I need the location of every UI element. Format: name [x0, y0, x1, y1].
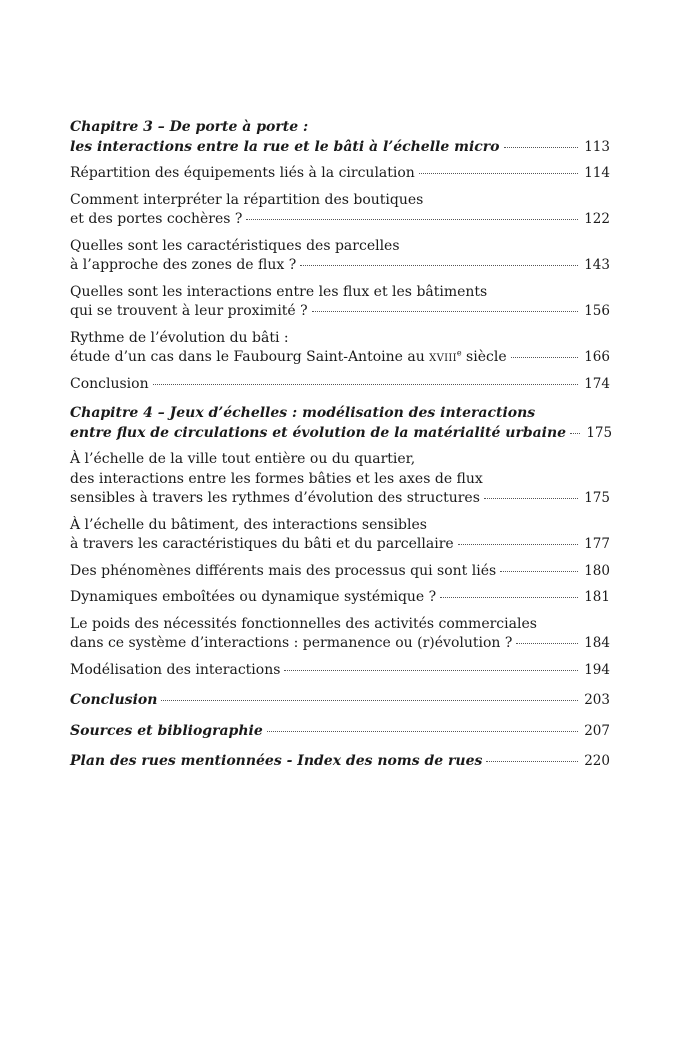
page-number: 180	[584, 562, 610, 579]
toc-conclusion[interactable]	[70, 691, 610, 711]
chapter-subtitle: entre flux de circulations et évolution de la matérialité urbaine	[70, 424, 567, 441]
page-number: 114	[584, 165, 610, 181]
toc-entry[interactable]	[70, 661, 610, 681]
chapter-title: Chapitre 3 – De porte à porte :	[70, 119, 309, 135]
entry-title: À l’échelle de la ville tout entière ou du quartier,	[70, 451, 416, 467]
page-number: 177	[584, 536, 610, 552]
toc-entry[interactable]	[70, 562, 610, 582]
table-of-contents	[70, 118, 613, 772]
toc-line	[70, 210, 610, 230]
leader-dots	[161, 700, 578, 701]
toc-chapter-3[interactable]	[70, 118, 610, 157]
toc-line	[70, 237, 610, 257]
entry-title: Conclusion	[70, 375, 149, 392]
leader-dots	[300, 265, 578, 266]
page-number: 181	[584, 589, 610, 605]
toc-entry[interactable]	[70, 191, 610, 230]
entry-title: sensibles à travers les rythmes d’évolution des structures	[70, 490, 480, 506]
toc-line	[70, 516, 610, 536]
entry-title: Répartition des équipements liés à la circulation	[70, 165, 415, 181]
page-number: 122	[584, 211, 610, 227]
toc-line	[70, 470, 610, 490]
toc-line	[70, 752, 610, 772]
entry-title: à travers les caractéristiques du bâti et du parcellaire	[70, 536, 454, 552]
toc-entry[interactable]	[70, 283, 610, 322]
toc-line	[70, 302, 610, 322]
toc-line	[70, 691, 610, 711]
leader-dots	[267, 731, 578, 732]
toc-line	[70, 138, 610, 158]
toc-line	[70, 450, 610, 470]
toc-entry-conclusion[interactable]	[70, 375, 610, 395]
toc-line	[70, 118, 610, 138]
page-number: 194	[584, 661, 610, 678]
toc-line	[70, 164, 610, 184]
entry-title: à l’approche des zones de flux ?	[70, 257, 297, 273]
toc-line	[70, 191, 610, 211]
entry-title: des interactions entre les formes bâties et les axes de flux	[70, 470, 483, 487]
toc-entry[interactable]	[70, 516, 610, 555]
toc-line	[70, 283, 610, 303]
toc-entry[interactable]	[70, 588, 610, 608]
toc-line	[70, 562, 610, 582]
entry-title: Quelles sont les caractéristiques des parcelles	[70, 237, 400, 254]
entry-title: Modélisation des interactions	[70, 661, 281, 678]
entry-title: Rythme de l’évolution du bâti :	[70, 329, 289, 346]
toc-line	[70, 256, 610, 276]
entry-title: Plan des rues mentionnées - Index des noms de rues	[70, 753, 483, 769]
leader-dots	[153, 384, 578, 385]
leader-dots	[516, 643, 578, 644]
toc-entry[interactable]	[70, 237, 610, 276]
page-number: 220	[584, 753, 610, 769]
leader-dots	[570, 433, 580, 434]
entry-title: dans ce système d’interactions : permanence ou (r)évolution ?	[70, 635, 513, 651]
toc-line	[70, 535, 610, 555]
chapter-subtitle: les interactions entre la rue et le bâti à l’échelle micro	[70, 138, 500, 155]
page-number: 184	[584, 635, 610, 651]
toc-line	[70, 634, 610, 654]
page-number: 113	[584, 138, 610, 155]
toc-line	[70, 424, 613, 444]
leader-dots	[440, 597, 578, 598]
toc-line	[70, 722, 610, 742]
page-number: 175	[584, 490, 610, 506]
leader-dots	[504, 147, 578, 148]
leader-dots	[500, 571, 578, 572]
entry-title-part: siècle	[461, 349, 507, 365]
chapter-title: Chapitre 4 – Jeux d’échelles : modélisation des interactions	[70, 405, 536, 421]
toc-chapter-4[interactable]	[70, 404, 613, 443]
leader-dots	[419, 173, 578, 174]
toc-line	[70, 661, 610, 681]
entry-title: Dynamiques emboîtées ou dynamique systémique ?	[70, 589, 437, 605]
leader-dots	[312, 311, 578, 312]
entry-title: Comment interpréter la répartition des boutiques	[70, 191, 424, 208]
toc-line	[70, 348, 610, 368]
toc-sources-bibliographie[interactable]	[70, 722, 610, 742]
toc-entry-rythme[interactable]	[70, 329, 610, 368]
entry-title	[70, 348, 507, 368]
leader-dots	[486, 761, 578, 762]
page-number: 143	[584, 257, 610, 273]
toc-line	[70, 404, 610, 424]
page-number: 203	[584, 692, 610, 708]
toc-entry[interactable]	[70, 164, 610, 184]
century-superscript: e	[456, 348, 462, 358]
leader-dots	[511, 357, 578, 358]
page-number: 174	[584, 375, 610, 392]
entry-title: Des phénomènes différents mais des processus qui sont liés	[70, 562, 497, 579]
entry-title-part: étude d’un cas dans le Faubourg Saint-Antoine au	[70, 349, 430, 365]
entry-title: Quelles sont les interactions entre les flux et les bâtiments	[70, 283, 488, 300]
leader-dots	[284, 670, 578, 671]
leader-dots	[484, 498, 578, 499]
toc-line	[70, 489, 610, 509]
leader-dots	[458, 544, 578, 545]
toc-line	[70, 588, 610, 608]
page-number: 166	[584, 349, 610, 365]
page-number: 156	[584, 303, 610, 319]
page-number: 207	[584, 722, 610, 739]
entry-title: et des portes cochères ?	[70, 211, 243, 227]
toc-entry[interactable]	[70, 615, 610, 654]
toc-plan-index[interactable]	[70, 752, 610, 772]
toc-line	[70, 615, 610, 635]
toc-entry[interactable]	[70, 450, 610, 509]
entry-title: Sources et bibliographie	[70, 722, 263, 739]
entry-title: qui se trouvent à leur proximité ?	[70, 303, 308, 319]
entry-title: Le poids des nécessités fonctionnelles des activités commerciales	[70, 615, 537, 632]
entry-title: Conclusion	[70, 692, 158, 708]
toc-line	[70, 375, 610, 395]
leader-dots	[246, 219, 578, 220]
century-numeral: xviii	[429, 349, 457, 365]
entry-title: À l’échelle du bâtiment, des interactions sensibles	[70, 516, 427, 533]
toc-line	[70, 329, 610, 349]
page-number: 175	[586, 424, 613, 441]
